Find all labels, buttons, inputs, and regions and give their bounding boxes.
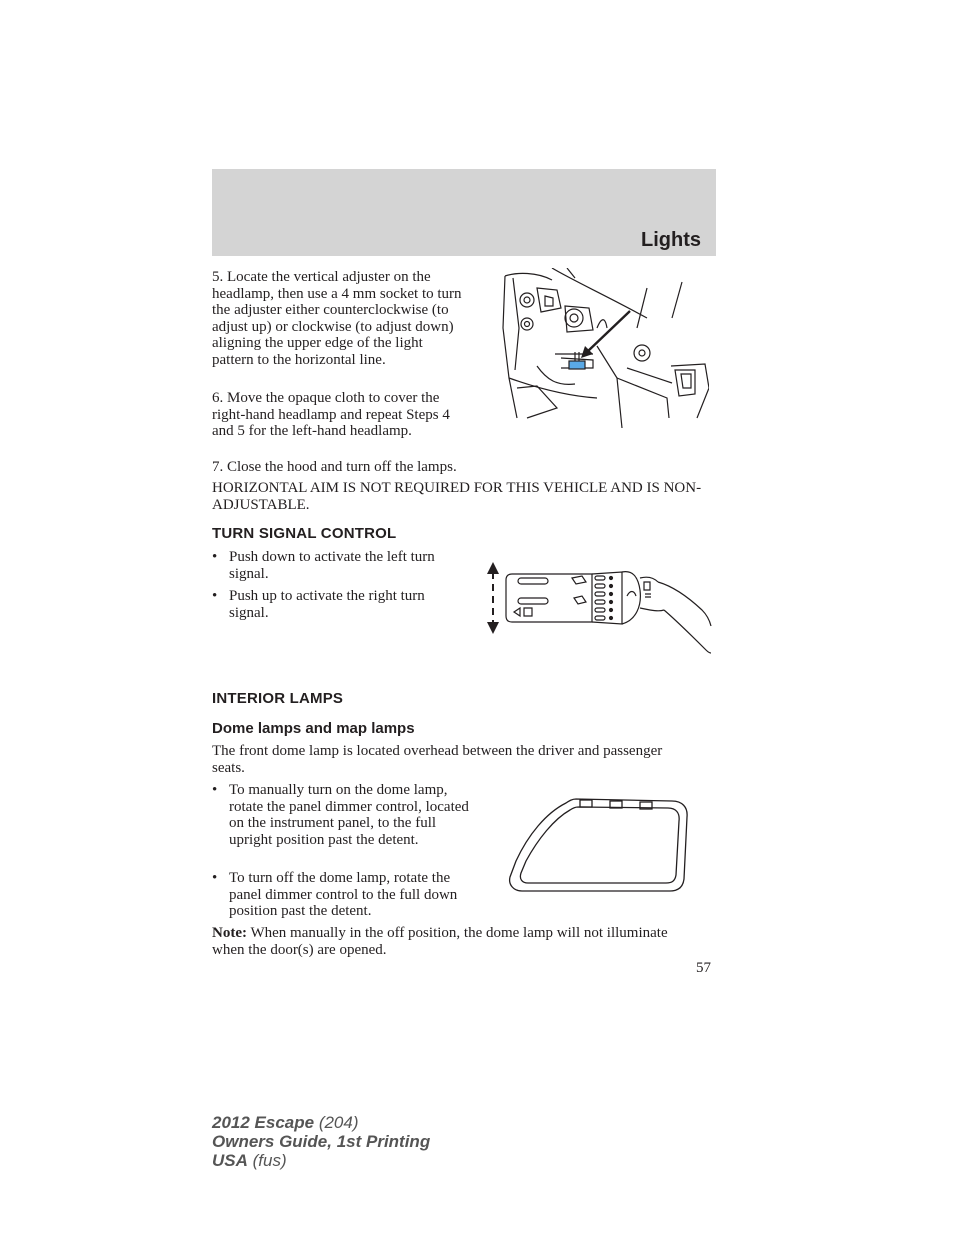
interior-lamps-heading: INTERIOR LAMPS bbox=[212, 690, 344, 707]
dome-lamps-subheading: Dome lamps and map lamps bbox=[212, 720, 415, 737]
footer-market-code: (fus) bbox=[247, 1151, 287, 1170]
note-label: Note: bbox=[212, 925, 247, 941]
footer-line-3 bbox=[212, 1151, 430, 1170]
section-title: Lights bbox=[641, 229, 701, 251]
list-item-text: Push down to activate the left turn signal. bbox=[229, 549, 435, 582]
list-item bbox=[212, 549, 466, 582]
footer-line-2 bbox=[212, 1132, 430, 1151]
horizontal-aim-notice: HORIZONTAL AIM IS NOT REQUIRED FOR THIS VEHICLE AND IS NON-ADJUSTABLE. bbox=[212, 480, 702, 513]
dome-lamp-note bbox=[212, 925, 682, 958]
headlamp-adjuster-illustration bbox=[497, 268, 709, 433]
list-item-text: Push up to activate the right turn signal. bbox=[229, 588, 425, 621]
footer-edition: Owners Guide, 1st Printing bbox=[212, 1132, 431, 1151]
list-item bbox=[212, 782, 474, 848]
list-item-text: To turn off the dome lamp, rotate the panel dimmer control to the full down position past the detent. bbox=[229, 870, 458, 919]
step-5-text: 5. Locate the vertical adjuster on the headlamp, then use a 4 mm socket to turn the adjuster either counterclockwise (to adjust up) or clockwise (to adjust down) aligning the upper edge of the light pattern to the horizontal line. bbox=[212, 269, 462, 368]
turn-signal-lever-illustration bbox=[482, 560, 712, 658]
footer-model: 2012 Escape bbox=[212, 1113, 315, 1132]
note-text: When manually in the off position, the dome lamp will not illuminate when the door(s) are opened. bbox=[212, 925, 668, 958]
footer-line-1 bbox=[212, 1113, 430, 1132]
bullet-dot: • bbox=[212, 870, 218, 886]
step-6-text: 6. Move the opaque cloth to cover the right-hand headlamp and repeat Steps 4 and 5 for the left-hand headlamp. bbox=[212, 390, 450, 439]
dome-lamp-illustration bbox=[506, 795, 690, 895]
bullet-dot: • bbox=[212, 588, 218, 604]
turn-signal-heading: TURN SIGNAL CONTROL bbox=[212, 525, 397, 542]
footer-publication-info bbox=[212, 1113, 430, 1170]
section-header-band bbox=[212, 169, 716, 256]
footer-model-code: (204) bbox=[314, 1113, 359, 1132]
dome-lamp-intro: The front dome lamp is located overhead between the driver and passenger seats. bbox=[212, 743, 663, 776]
bullet-dot: • bbox=[212, 549, 218, 565]
list-item-text: To manually turn on the dome lamp, rotate the panel dimmer control, located on the instrument panel, to the full upright position past the detent. bbox=[229, 782, 469, 848]
list-item bbox=[212, 588, 466, 621]
footer-market: USA bbox=[212, 1151, 248, 1170]
step-7-text: 7. Close the hood and turn off the lamps. bbox=[212, 459, 457, 475]
bullet-dot: • bbox=[212, 782, 218, 798]
page-number: 57 bbox=[696, 960, 711, 976]
list-item bbox=[212, 870, 474, 920]
